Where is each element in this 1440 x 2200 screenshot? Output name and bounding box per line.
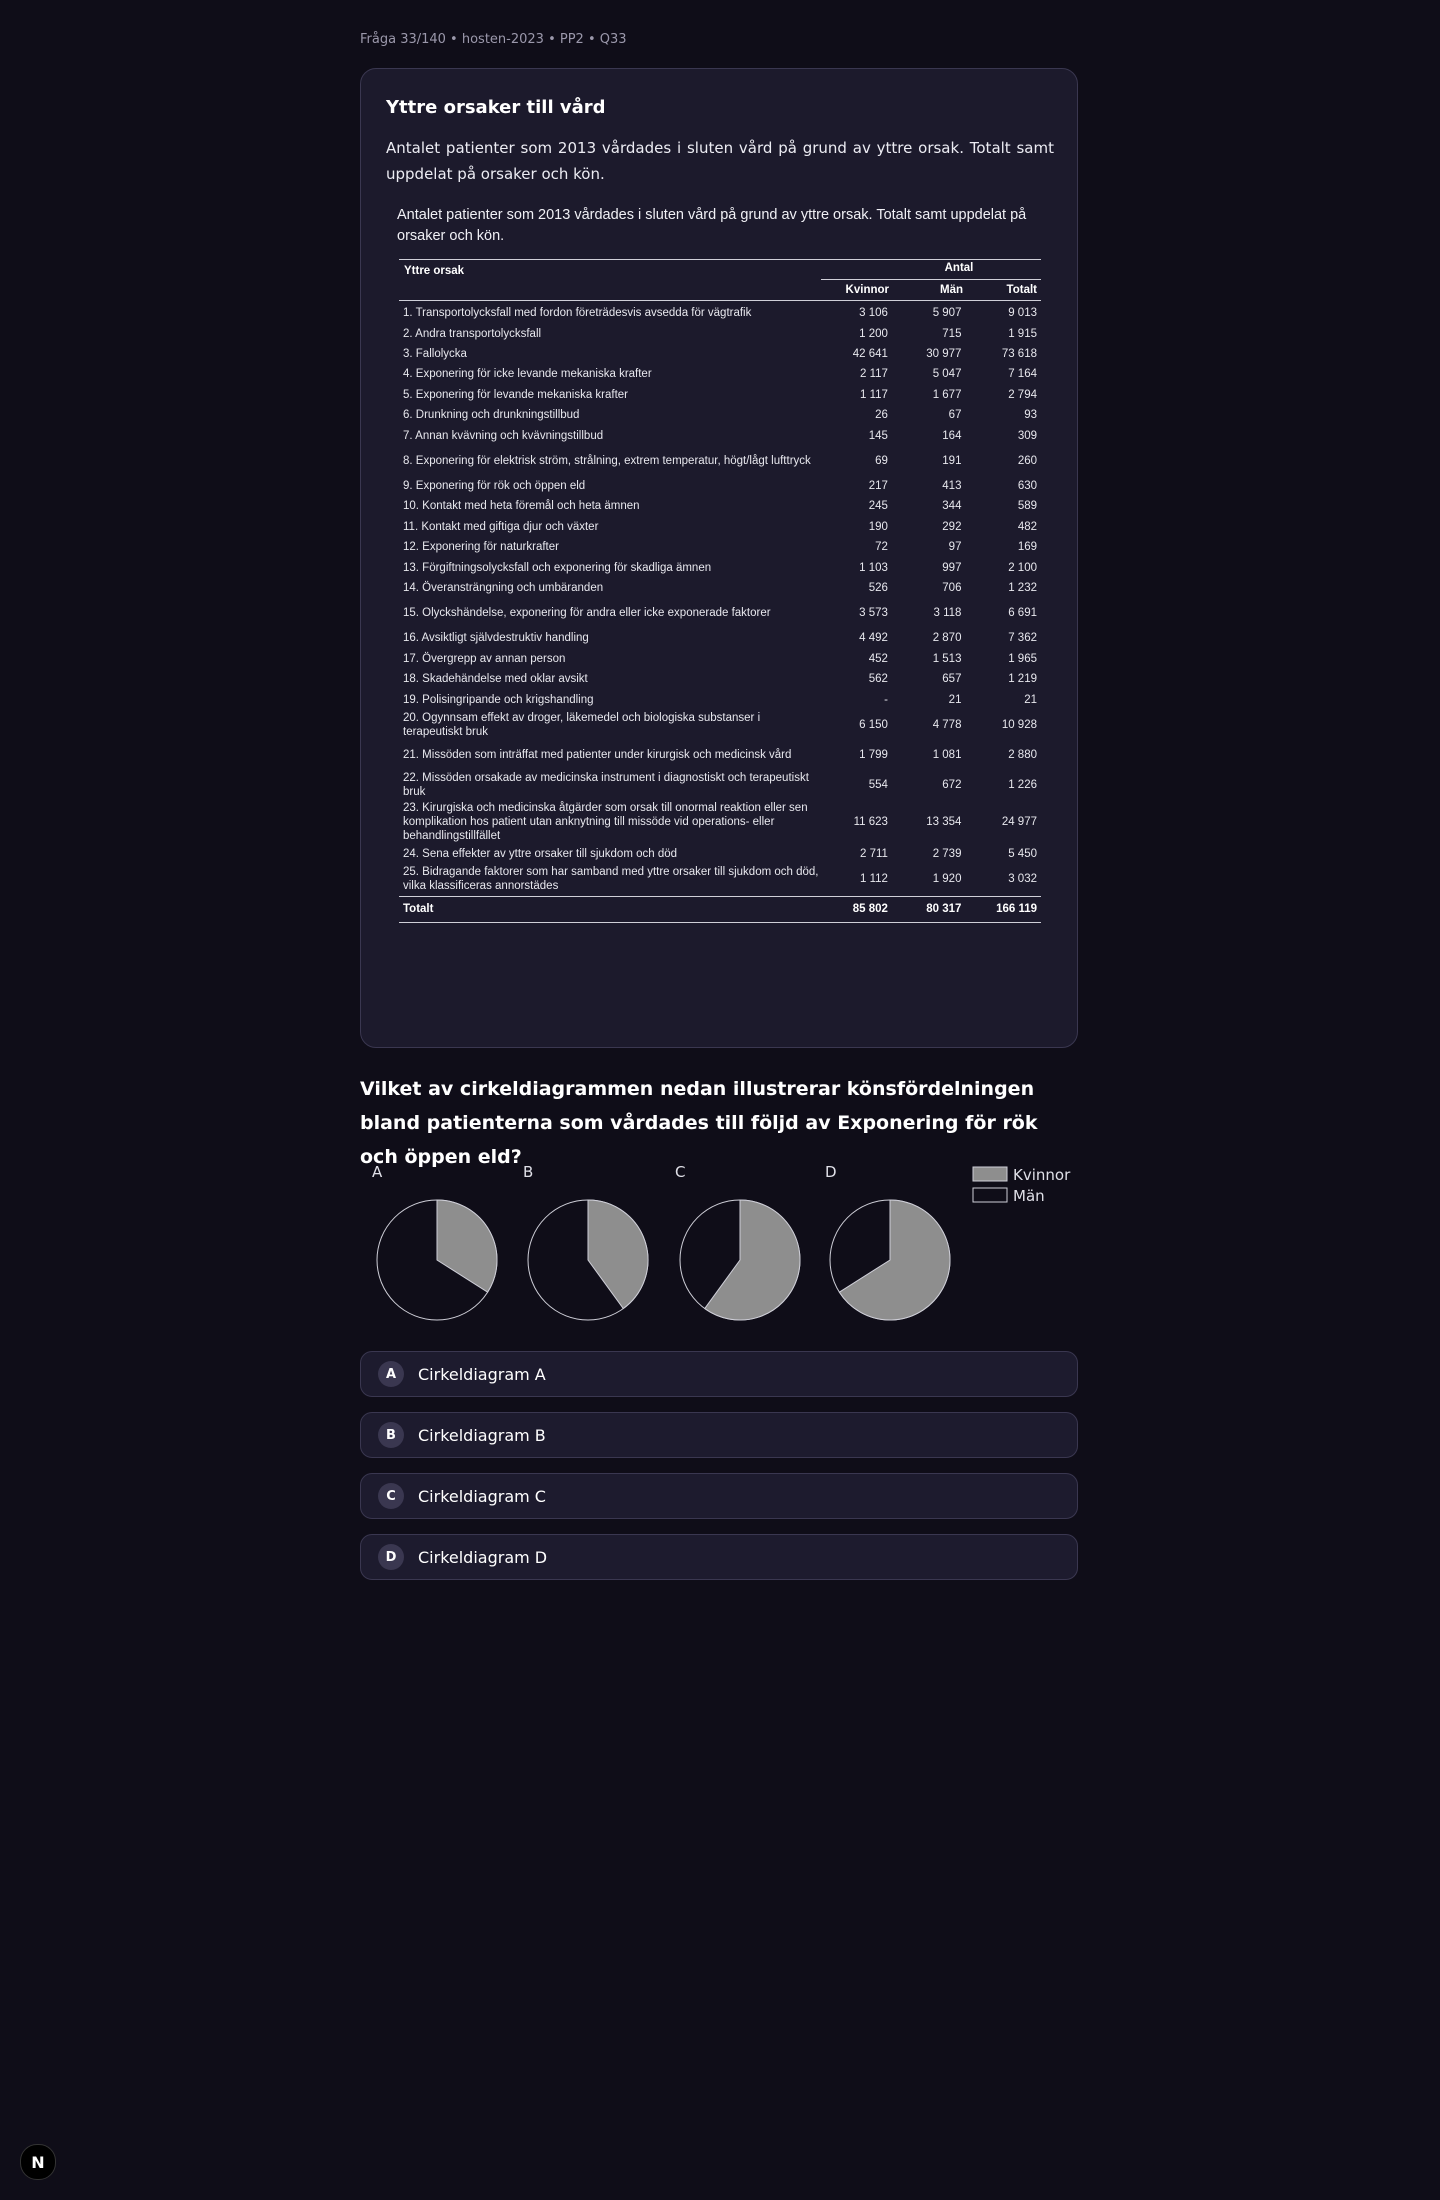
table-cell-value: 2 739 — [932, 847, 962, 860]
table-row — [399, 770, 1041, 800]
table-row — [399, 364, 1041, 384]
next-logo-button[interactable]: N — [20, 2144, 56, 2180]
table-cell-value: 21 — [1024, 693, 1037, 706]
table-cell-value: 554 — [868, 778, 888, 791]
table-row — [399, 344, 1041, 364]
table-cell-cause: 20. Ogynnsam effekt av droger, läkemedel och biologiska substanser i terapeutiskt bruk — [403, 711, 761, 738]
table-header-man: Män — [940, 284, 963, 296]
table-row — [399, 864, 1041, 894]
table-row — [399, 598, 1041, 628]
table-cell-cause: 2. Andra transportolycksfall — [403, 327, 542, 340]
table-cell-value: 4 492 — [859, 632, 888, 645]
table-cell-value: - — [884, 693, 888, 706]
table-cell-value: 6 691 — [1008, 607, 1037, 620]
table-cell-value: 10 928 — [1001, 718, 1037, 731]
table-cell-cause: 15. Olyckshändelse, exponering för andra eller icke exponerade faktorer — [403, 607, 771, 620]
table-cell-value: 4 778 — [932, 718, 962, 731]
table-cell-value: 997 — [942, 561, 962, 574]
answer-option-b[interactable] — [360, 1412, 1078, 1458]
table-cell-value: 1 219 — [1008, 673, 1037, 686]
table-cell-value: 1 965 — [1008, 652, 1037, 665]
table-cell-cause: 24. Sena effekter av yttre orsaker till sjukdom och död — [403, 847, 678, 860]
table-cell-value: 145 — [868, 429, 888, 442]
table-cell-value: 73 618 — [1001, 347, 1037, 360]
table-cell-value: 5 047 — [932, 368, 962, 381]
option-letter-badge: A — [378, 1361, 404, 1387]
table-cell-value: 672 — [942, 778, 962, 791]
pie-label: B — [523, 1163, 534, 1181]
table-row — [399, 557, 1041, 577]
table-row — [399, 323, 1041, 343]
table-cell-value: 1 799 — [859, 748, 888, 761]
table-cell-value: 67 — [948, 409, 962, 422]
table-cell-value: 1 200 — [859, 327, 888, 340]
table-cell-value: 2 711 — [860, 847, 888, 860]
table-cell-cause: 16. Avsiktligt självdestruktiv handling — [403, 632, 589, 645]
table-cell-value: 217 — [868, 479, 888, 492]
table-cell-value: 42 641 — [852, 347, 888, 360]
table-row — [399, 800, 1041, 844]
table-cell-value: 26 — [875, 409, 888, 422]
table-cell-value: 1 117 — [860, 388, 888, 401]
table-cell-cause: 17. Övergrepp av annan person — [403, 652, 566, 665]
question-text: Vilket av cirkeldiagrammen nedan illustrerar könsfördelningen bland patienterna som vårdades till följd av Exponering för rök och öppen eld? — [360, 1078, 1038, 1168]
table-total-value: 85 802 — [852, 903, 888, 916]
legend-swatch-man — [973, 1188, 1007, 1202]
table-cell-value: 191 — [942, 454, 962, 467]
answer-option-c[interactable] — [360, 1473, 1078, 1519]
table-row — [399, 385, 1041, 405]
table-header-group: Antal — [944, 262, 974, 274]
table-cell-value: 93 — [1024, 409, 1037, 422]
table-cell-cause: 1. Transportolycksfall med fordon företrädesvis avsedda för vägtrafik — [403, 307, 752, 320]
table-cell-value: 1 226 — [1008, 778, 1037, 791]
table-cell-cause: 4. Exponering för icke levande mekaniska krafter — [403, 368, 652, 381]
table-cell-value: 413 — [942, 479, 962, 492]
table-cell-value: 72 — [875, 541, 888, 554]
table-cell-value: 2 870 — [932, 632, 962, 645]
table-total-value: 80 317 — [926, 903, 962, 916]
table-cell-value: 245 — [868, 500, 888, 513]
table-cell-cause: 8. Exponering för elektrisk ström, strålning, extrem temperatur, högt/lågt lufttryck — [403, 454, 811, 467]
table-total-label: Totalt — [403, 903, 434, 916]
table-cell-value: 292 — [942, 520, 962, 533]
table-cell-value: 1 513 — [932, 652, 962, 665]
legend-swatch-kvinnor — [973, 1167, 1007, 1181]
table-cell-value: 3 118 — [933, 607, 962, 620]
table-cell-value: 3 032 — [1008, 873, 1037, 886]
table-cell-cause: 9. Exponering för rök och öppen eld — [403, 479, 586, 492]
table-cell-cause: 23. Kirurgiska och medicinska åtgärder som orsak till onormal reaktion eller sen komplikation hos patient utan anknytning till missöde vid operations- eller behandlingstillfället — [403, 801, 808, 842]
table-row — [399, 628, 1041, 648]
table-cell-value: 1 112 — [860, 873, 888, 886]
table-cell-value: 2 100 — [1008, 561, 1037, 574]
table-cell-value: 309 — [1017, 429, 1037, 442]
table-cell-cause: 22. Missöden orsakade av medicinska instrument i diagnostiskt och terapeutiskt bruk — [403, 771, 809, 798]
option-letter-badge: D — [378, 1544, 404, 1570]
table-cell-value: 69 — [875, 454, 888, 467]
table-cell-value: 562 — [868, 673, 888, 686]
legend-label: Kvinnor — [1013, 1166, 1071, 1184]
table-cell-value: 1 915 — [1008, 327, 1037, 340]
table-cell-value: 7 362 — [1008, 632, 1037, 645]
table-cell-value: 97 — [948, 541, 962, 554]
table-cell-value: 1 677 — [932, 388, 962, 401]
legend-label: Män — [1013, 1187, 1045, 1205]
table-cell-value: 190 — [868, 520, 888, 533]
table-cell-cause: 13. Förgiftningsolycksfall och exponering för skadliga ämnen — [403, 561, 712, 574]
table-row — [399, 476, 1041, 496]
table-cell-value: 452 — [868, 652, 888, 665]
pie-label: A — [372, 1163, 383, 1181]
table-cell-value: 1 081 — [932, 748, 962, 761]
breadcrumb: Fråga 33/140 • hosten-2023 • PP2 • Q33 — [360, 32, 627, 47]
table-cell-cause: 12. Exponering för naturkrafter — [403, 541, 559, 554]
option-letter-badge: C — [378, 1483, 404, 1509]
table-row — [399, 446, 1041, 476]
table-cell-cause: 14. Överansträngning och umbäranden — [403, 581, 604, 594]
table-cell-value: 2 794 — [1008, 388, 1037, 401]
table-cell-cause: 25. Bidragande faktorer som har samband med yttre orsaker till sjukdom och död, vilka klassificeras annorstädes — [403, 866, 819, 893]
answer-option-a[interactable] — [360, 1351, 1078, 1397]
option-label: Cirkeldiagram A — [418, 1364, 546, 1384]
table-cell-value: 260 — [1017, 454, 1037, 467]
table-row — [399, 537, 1041, 557]
table-row — [399, 405, 1041, 425]
table-cell-value: 1 103 — [859, 561, 888, 574]
table-cell-value: 482 — [1017, 520, 1037, 533]
table-cell-value: 706 — [942, 581, 962, 594]
table-cell-value: 11 623 — [853, 815, 888, 828]
question-context-card — [360, 68, 1078, 1048]
table-row — [399, 844, 1041, 864]
table-cell-value: 526 — [868, 581, 888, 594]
answer-option-d[interactable] — [360, 1534, 1078, 1580]
table-cell-value: 164 — [942, 429, 962, 442]
table-row — [399, 689, 1041, 709]
table-cell-cause: 11. Kontakt med giftiga djur och växter — [403, 520, 599, 533]
option-label: Cirkeldiagram B — [418, 1425, 546, 1445]
table-row — [399, 669, 1041, 689]
table-cell-value: 1 232 — [1008, 581, 1037, 594]
table-cell-cause: 10. Kontakt med heta föremål och heta ämnen — [403, 500, 640, 513]
table-cell-value: 30 977 — [926, 347, 962, 360]
card-intro: Antalet patienter som 2013 vårdades i sluten vård på grund av yttre orsak. Totalt samt uppdelat på orsaker och kön. — [386, 139, 1054, 183]
table-total-row — [399, 899, 1041, 919]
table-row — [399, 303, 1041, 323]
table-cell-value: 2 117 — [860, 368, 888, 381]
pie-label: C — [675, 1163, 686, 1181]
table-cell-value: 24 977 — [1001, 815, 1037, 828]
table-cell-value: 5 450 — [1008, 847, 1037, 860]
table-cell-cause: 6. Drunkning och drunkningstillbud — [403, 409, 580, 422]
table-caption: Antalet patienter som 2013 vårdades i sluten vård på grund av yttre orsak. Totalt samt uppdelat på orsaker och kön. — [397, 207, 1027, 244]
table-cell-value: 1 920 — [932, 873, 962, 886]
table-cell-value: 3 106 — [859, 307, 888, 320]
table-row — [399, 578, 1041, 598]
table-cell-value: 715 — [942, 327, 962, 340]
table-cell-value: 7 164 — [1008, 368, 1037, 381]
table-row — [399, 710, 1041, 740]
table-cell-value: 589 — [1017, 500, 1037, 513]
table-cell-cause: 7. Annan kvävning och kvävningstillbud — [403, 429, 604, 442]
table-row — [399, 517, 1041, 537]
table-cell-cause: 5. Exponering för levande mekaniska krafter — [403, 388, 629, 401]
table-row — [399, 740, 1041, 770]
table-cell-value: 6 150 — [859, 718, 888, 731]
option-label: Cirkeldiagram C — [418, 1486, 546, 1506]
table-cell-value: 657 — [942, 673, 962, 686]
pie-label: D — [825, 1163, 837, 1181]
card-title: Yttre orsaker till vård — [386, 97, 606, 118]
table-cell-value: 9 013 — [1008, 307, 1037, 320]
table-row — [399, 425, 1041, 445]
table-header-cause: Yttre orsak — [404, 265, 465, 277]
table-cell-cause: 18. Skadehändelse med oklar avsikt — [403, 673, 588, 686]
table-row — [399, 649, 1041, 669]
option-label: Cirkeldiagram D — [418, 1547, 548, 1567]
table-total-value: 166 119 — [996, 903, 1037, 916]
table-row — [399, 496, 1041, 516]
table-header-totalt: Totalt — [1006, 284, 1037, 296]
table-cell-value: 3 573 — [859, 607, 888, 620]
table-cell-value: 630 — [1017, 479, 1037, 492]
table-cell-cause: 21. Missöden som inträffat med patienter under kirurgisk och medicinsk vård — [403, 748, 792, 761]
option-letter-badge: B — [378, 1422, 404, 1448]
pie-charts — [360, 1150, 1080, 1330]
table-header-kvinnor: Kvinnor — [845, 284, 889, 296]
table-cell-cause: 3. Fallolycka — [403, 347, 467, 360]
table-cell-value: 21 — [948, 693, 962, 706]
table-cell-value: 169 — [1017, 541, 1037, 554]
table-cell-value: 5 907 — [932, 307, 962, 320]
table-cell-value: 344 — [942, 500, 962, 513]
table-cell-value: 13 354 — [926, 815, 962, 828]
table-cell-value: 2 880 — [1008, 748, 1037, 761]
table-cell-cause: 19. Polisingripande och krigshandling — [403, 693, 594, 706]
